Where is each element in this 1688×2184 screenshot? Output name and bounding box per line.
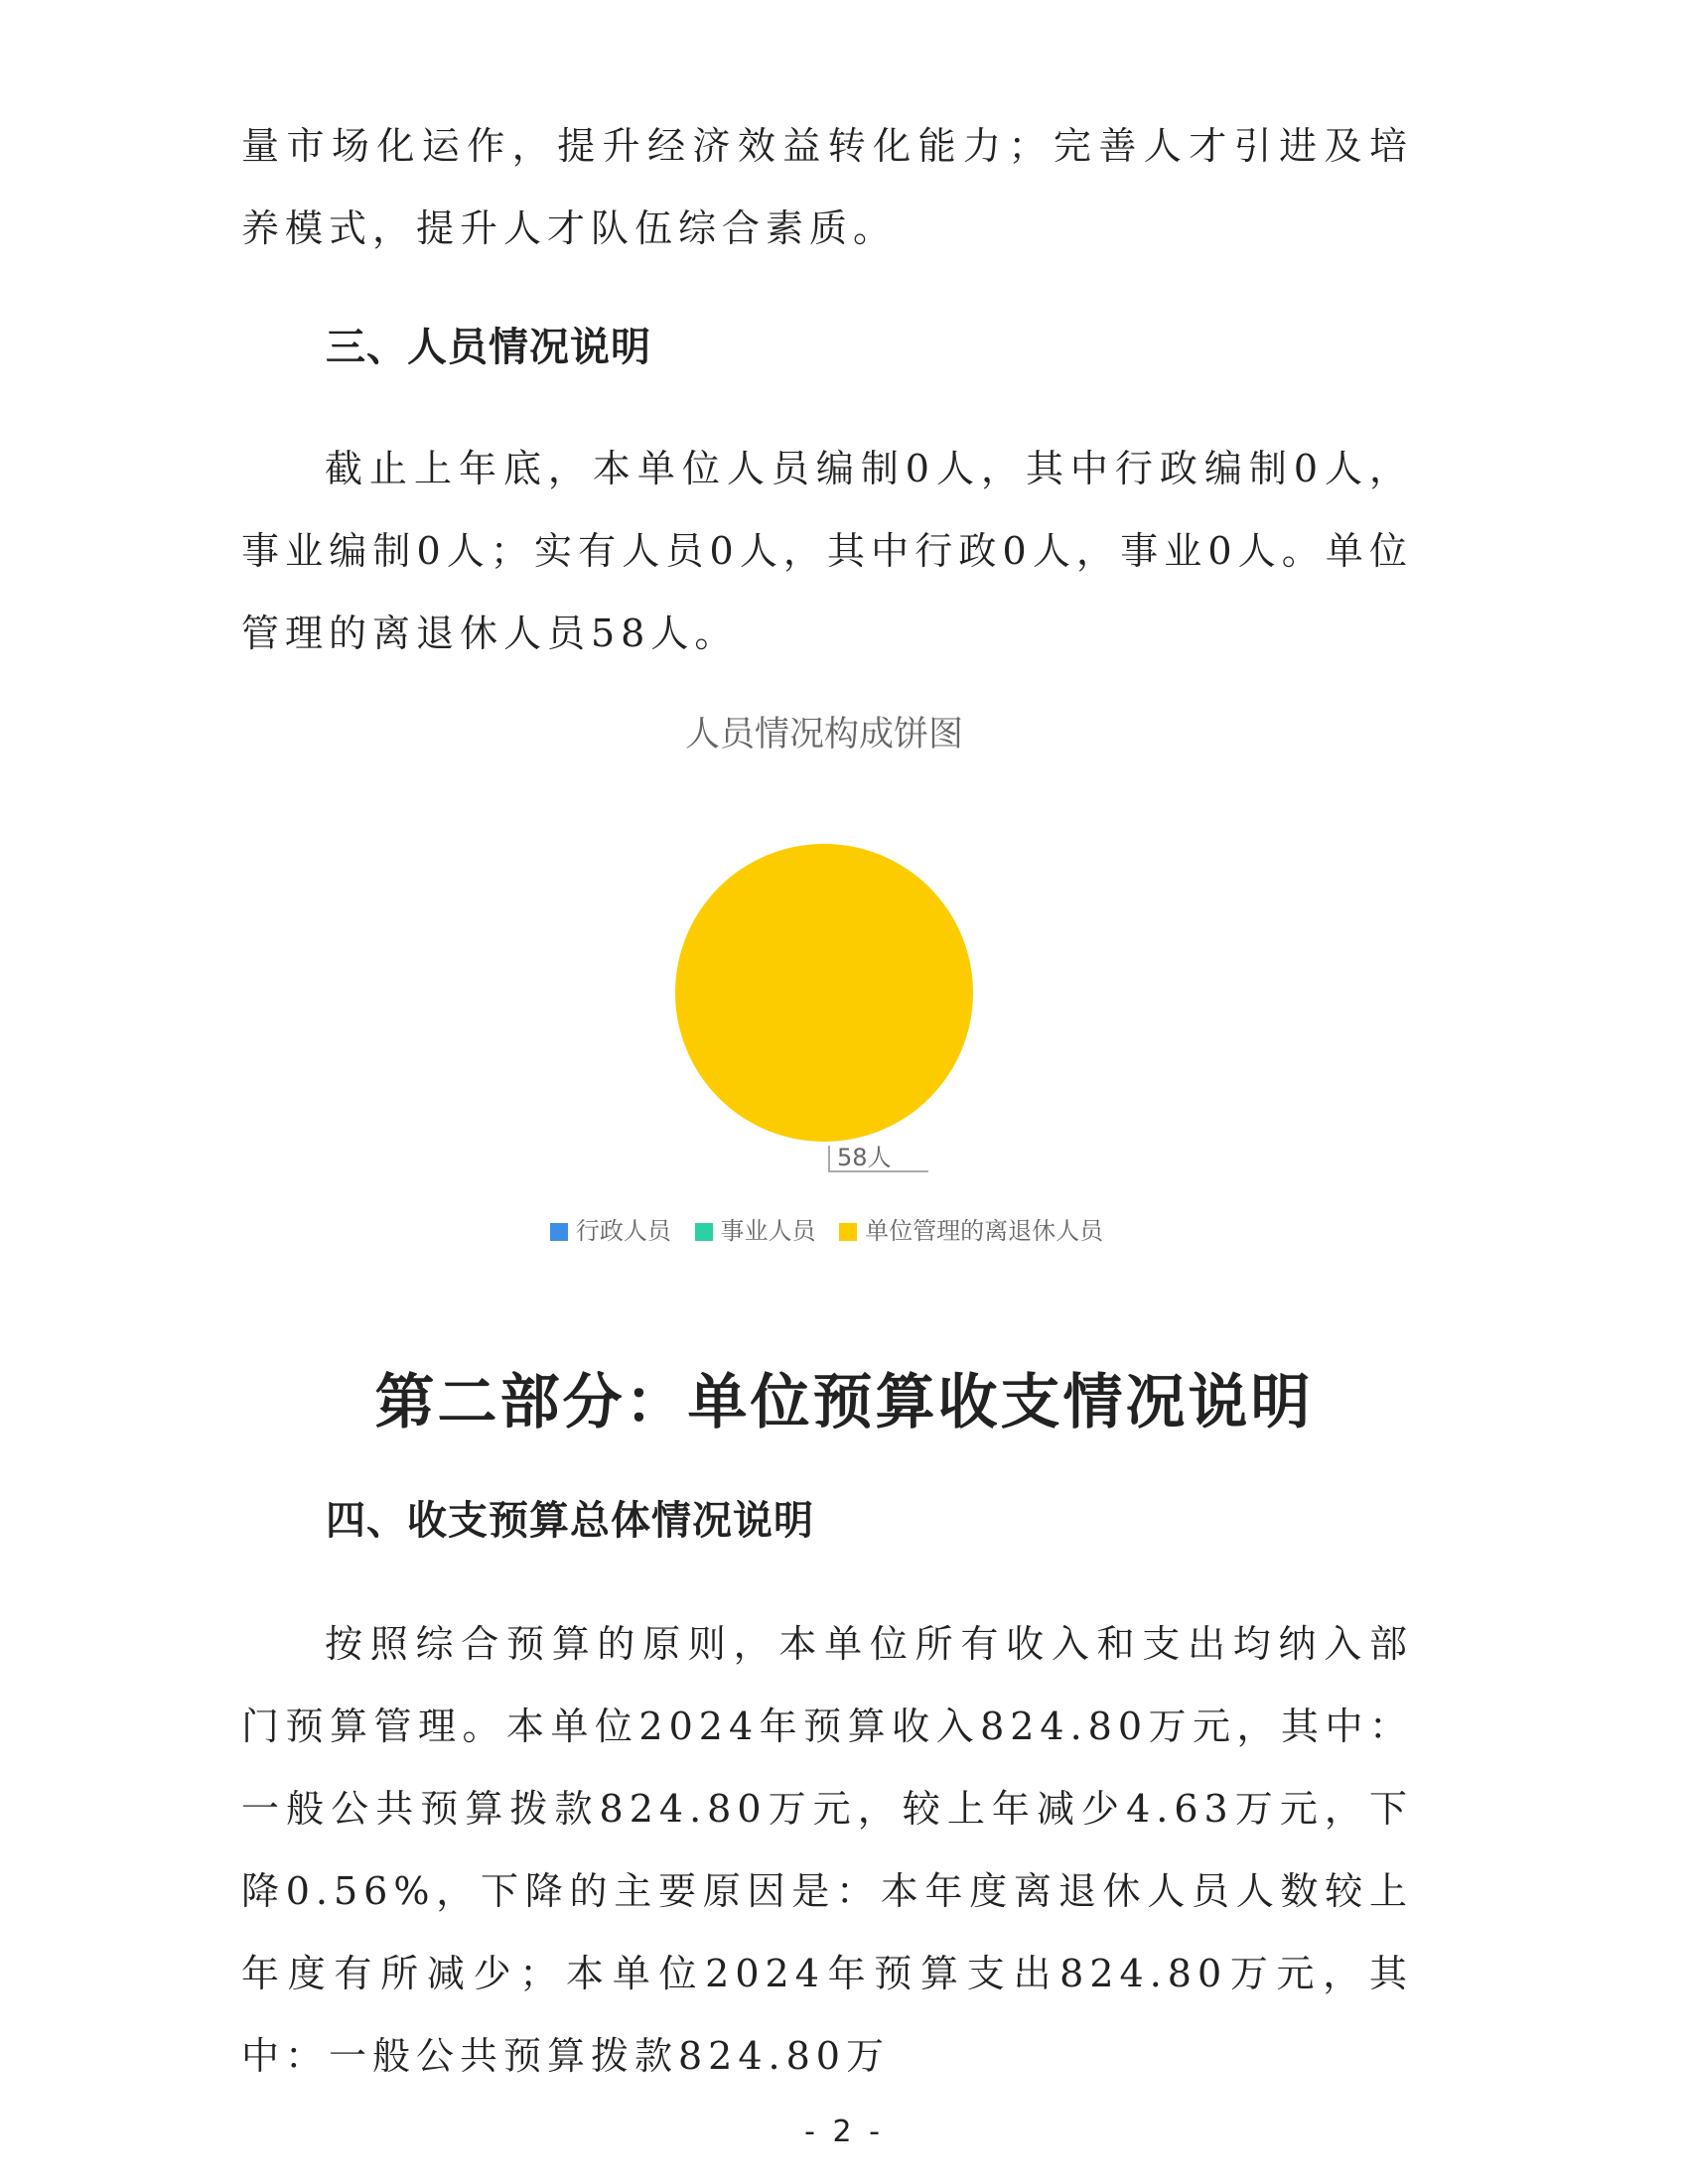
legend-item-admin[interactable] xyxy=(550,1211,671,1246)
legend-item-retired[interactable] xyxy=(839,1211,1103,1246)
legend-item-institution[interactable] xyxy=(695,1211,816,1246)
chart-title: 人员情况构成饼图 xyxy=(684,715,963,754)
legend-label-retired: 单位管理的离退休人员 xyxy=(865,1217,1104,1245)
page-number: - 2 - xyxy=(804,2115,884,2149)
legend-label-institution: 事业人员 xyxy=(720,1217,816,1245)
paragraph-budget: 按照综合预算的原则，本单位所有收入和支出均纳入部门预算管理。本单位2024年预算收入824.80万元，其中：一般公共预算拨款824.80万元，较上年减少4.63万元，下降0.56%，下降的主要原因是：本年度离退休人员人数较上年度有所减少；本单位2024年预算支出824.80万元，其中：一般公共预算拨款824.80万 xyxy=(241,1622,1413,2078)
heading-section-3: 三、人员情况说明 xyxy=(326,325,651,370)
heading-part-2: 第二部分：单位预算收支情况说明 xyxy=(374,1368,1314,1437)
pie-slice-2 xyxy=(675,844,973,1142)
chart-legend xyxy=(0,1211,1653,1246)
legend-swatch-retired xyxy=(839,1223,857,1241)
legend-swatch-admin xyxy=(550,1223,568,1241)
paragraph-talent: 量市场化运作，提升经济效益转化能力；完善人才引进及培养模式，提升人才队伍综合素质。 xyxy=(241,124,1413,250)
heading-section-4: 四、收支预算总体情况说明 xyxy=(326,1498,814,1544)
legend-label-admin: 行政人员 xyxy=(575,1217,671,1245)
pie-data-label-2: 58人 xyxy=(837,1144,892,1171)
paragraph-staffing: 截止上年底，本单位人员编制0人，其中行政编制0人，事业编制0人；实有人员0人，其中行政0人，事业0人。单位管理的离退休人员58人。 xyxy=(241,447,1413,655)
legend-swatch-institution xyxy=(695,1223,713,1241)
